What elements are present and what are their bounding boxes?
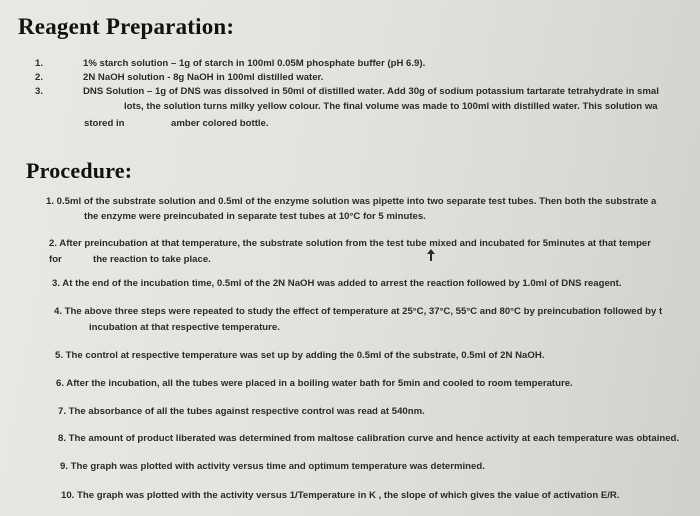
procedure-step-text: 7. The absorbance of all the tubes against respective control was read at 540nm. bbox=[58, 406, 425, 417]
procedure-step-text: 9. The graph was plotted with activity versus time and optimum temperature was determined. bbox=[60, 461, 485, 472]
reagent-item-number: 3. bbox=[35, 86, 44, 97]
reagent-item-text: 1% starch solution – 1g of starch in 100ml 0.05M phosphate buffer (pH 6.9). bbox=[83, 58, 426, 69]
reagent-preparation-heading: Reagent Preparation: bbox=[18, 14, 235, 39]
procedure-step-text: 8. The amount of product liberated was determined from maltose calibration curve and hence activity at each temperature was obtained. bbox=[58, 433, 680, 444]
reagent-item-continuation: lots, the solution turns milky yellow colour. The final volume was made to 100ml with distilled water. This solution wa bbox=[124, 101, 658, 112]
reagent-item-text: 2N NaOH solution - 8g NaOH in 100ml distilled water. bbox=[83, 72, 324, 83]
procedure-heading: Procedure: bbox=[26, 158, 133, 183]
procedure-step-text: 6. After the incubation, all the tubes were placed in a boiling water bath for 5min and cooled to room temperature. bbox=[56, 378, 573, 389]
procedure-step-text: 5. The control at respective temperature was set up by adding the 0.5ml of the substrate, 0.5ml of 2N NaOH. bbox=[55, 350, 545, 361]
procedure-step-continuation: for bbox=[49, 254, 62, 265]
procedure-step-text: 1. 0.5ml of the substrate solution and 0.5ml of the enzyme solution was pipette into two separate test tubes. Then both the substrate a bbox=[46, 196, 657, 207]
procedure-step-text: 3. At the end of the incubation time, 0.5ml of the 2N NaOH was added to arrest the reaction followed by 1.0ml of DNS reagent. bbox=[52, 278, 622, 289]
procedure-step-text: 4. The above three steps were repeated to study the effect of temperature at 25°C, 37°C, 55°C and 80°C by preincubation followed by t bbox=[54, 306, 663, 317]
reagent-item-number: 2. bbox=[35, 72, 44, 83]
reagent-item-continuation: stored in bbox=[84, 118, 125, 129]
procedure-step-text: 2. After preincubation at that temperature, the substrate solution from the test tube mixed and incubated for 5minutes at that temper bbox=[49, 238, 652, 249]
procedure-step-continuation: the enzyme were preincubated in separate test tubes at 10°C for 5 minutes. bbox=[84, 211, 426, 222]
reagent-item-text: DNS Solution – 1g of DNS was dissolved in 50ml of distilled water. Add 30g of sodium potassium tartarate tetrahydrate in smal bbox=[83, 86, 659, 97]
reagent-item-number: 1. bbox=[35, 58, 44, 69]
procedure-step-text: 10. The graph was plotted with the activity versus 1/Temperature in K , the slope of which gives the value of activation E/R. bbox=[61, 490, 620, 501]
reagent-item-continuation: amber colored bottle. bbox=[171, 118, 269, 129]
mouse-cursor-icon bbox=[426, 248, 436, 262]
procedure-step-continuation: incubation at that respective temperature. bbox=[89, 322, 280, 333]
procedure-step-continuation: the reaction to take place. bbox=[93, 254, 211, 265]
